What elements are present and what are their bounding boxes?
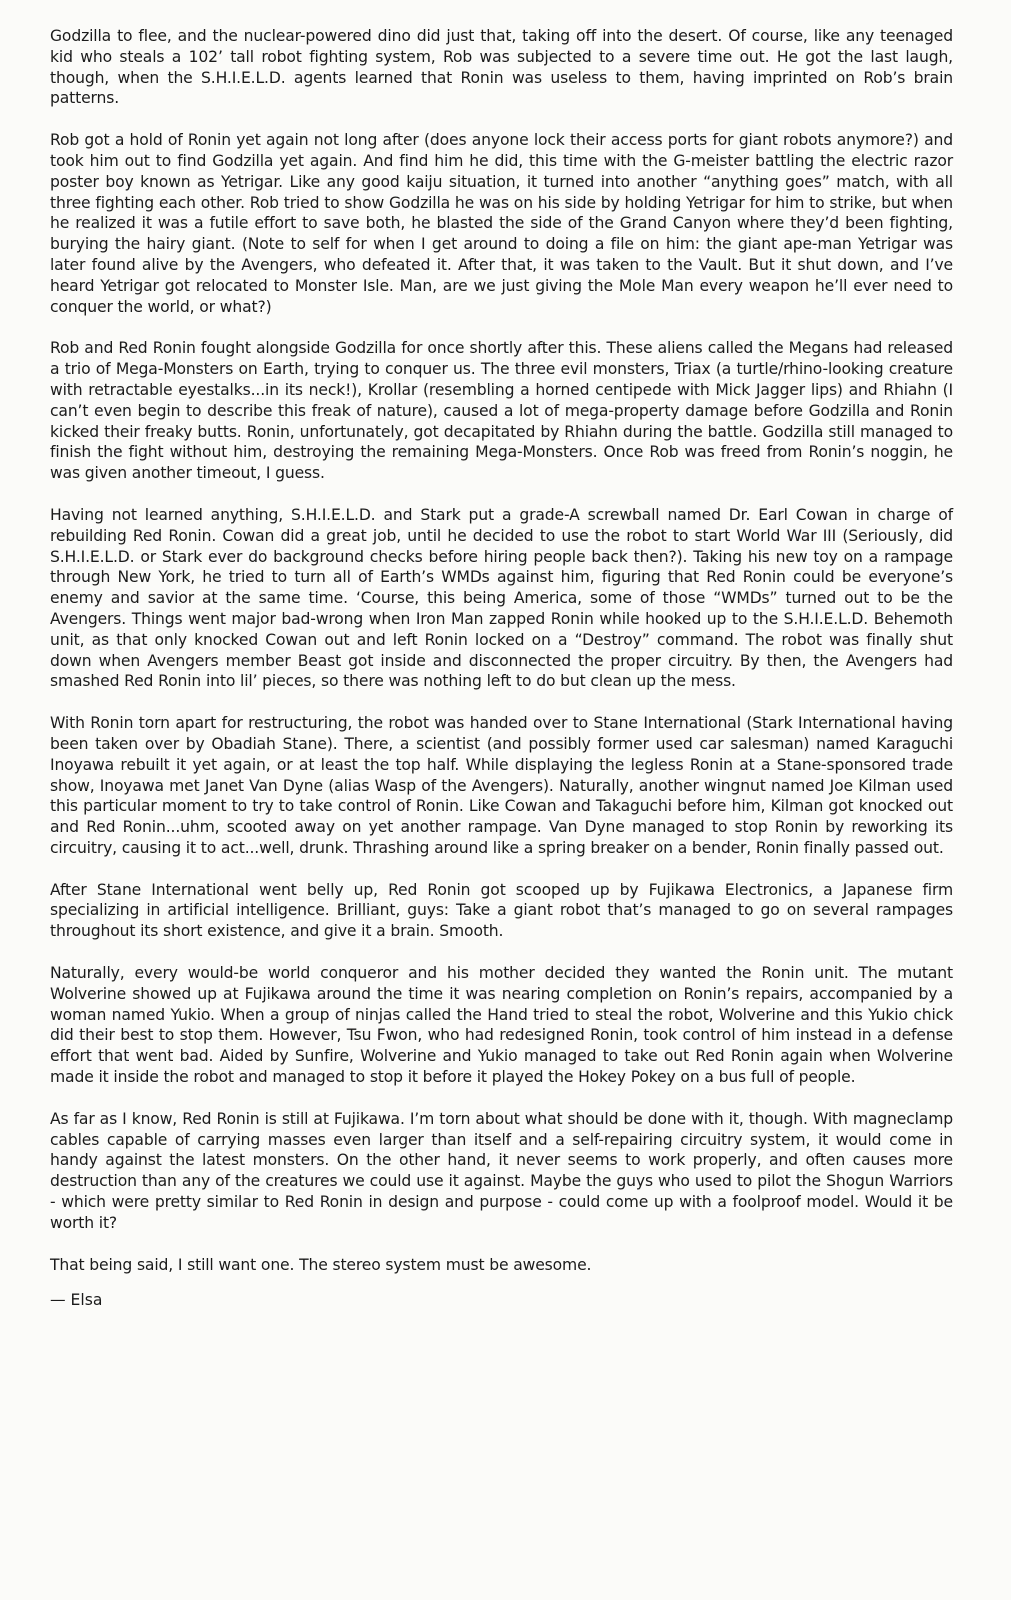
paragraph-7: Naturally, every would-be world conqueror and his mother decided they wanted the Ronin unit. The mutant Wolverine showed up at Fujikawa around the time it was nearing completion on Ronin’s repairs, accompanied by a woman named Yukio. When a group of ninjas called the Hand tried to steal the robot, Wolverine and this Yukio chick did their best to stop them. However, Tsu Fwon, who had redesigned Ronin, took control of him instead in a defense effort that went bad. Aided by Sunfire, Wolverine and Yukio managed to take out Red Ronin again when Wolverine made it inside the robot and managed to stop it before it played the Hokey Pokey on a bus full of people. <box>50 964 953 1087</box>
paragraph-2: Rob got a hold of Ronin yet again not long after (does anyone lock their access ports for giant robots anymore?) and took him out to find Godzilla yet again. And find him he did, this time with the G-meister battling the electric razor poster boy known as Yetrigar. Like any good kaiju situation, it turned into another “anything goes” match, with all three fighting each other. Rob tried to show Godzilla he was on his side by holding Yetrigar for him to strike, but when he realized it was a futile effort to save both, he blasted the side of the Grand Canyon where they’d been fighting, burying the hairy giant. (Note to self for when I get around to doing a file on him: the giant ape-man Yetrigar was later found alive by the Avengers, who defeated it. After that, it was taken to the Vault. But it shut down, and I’ve heard Yetrigar got relocated to Monster Isle. Man, are we just giving the Mole Man every weapon he’ll ever need to conquer the world, or what?) <box>50 131 953 316</box>
paragraph-4: Having not learned anything, S.H.I.E.L.D. and Stark put a grade-A screwball named Dr. Earl Cowan in charge of rebuilding Red Ronin. Cowan did a great job, until he decided to use the robot to start World War III (Seriously, did S.H.I.E.L.D. or Stark ever do background checks before hiring people back then?). Taking his new toy on a rampage through New York, he tried to turn all of Earth’s WMDs against him, figuring that Red Ronin could be everyone’s enemy and savior at the same time. ‘Course, this being America, some of those “WMDs” turned out to be the Avengers. Things went major bad-wrong when Iron Man zapped Ronin while hooked up to the S.H.I.E.L.D. Behemoth unit, as that only knocked Cowan out and left Ronin locked on a “Destroy” command. The robot was finally shut down when Avengers member Beast got inside and disconnected the proper circuitry. By then, the Avengers had smashed Red Ronin into lil’ pieces, so there was nothing left to do but clean up the mess. <box>50 505 953 691</box>
signature: — Elsa <box>50 1291 103 1310</box>
paragraph-6: After Stane International went belly up, Red Ronin got scooped up by Fujikawa Electronics, a Japanese firm specializing in artificial intelligence. Brilliant, guys: Take a giant robot that’s managed to go on several rampages throughout its short existence, and give it a brain. Smooth. <box>50 880 953 941</box>
paragraph-3: Rob and Red Ronin fought alongside Godzilla for once shortly after this. These aliens called the Megans had released a trio of Mega-Monsters on Earth, trying to conquer us. The three evil monsters, Triax (a turtle/rhino-looking creature with retractable eyestalks...in its neck!), Krollar (resembling a horned centipede with Mick Jagger lips) and Rhiahn (I can’t even begin to describe this freak of nature), caused a lot of mega-property damage before Godzilla and Ronin kicked their freaky butts. Ronin, unfortunately, got decapitated by Rhiahn during the battle. Godzilla still managed to finish the fight without him, destroying the remaining Mega-Monsters. Once Rob was freed from Ronin’s noggin, he was given another timeout, I guess. <box>50 339 953 483</box>
paragraph-8: As far as I know, Red Ronin is still at Fujikawa. I’m torn about what should be done with it, though. With magneclamp cables capable of carrying masses even larger than itself and a self-repairing circuitry system, it would come in handy against the latest monsters. On the other hand, it never seems to work properly, and often causes more destruction than any of the creatures we could use it against. Maybe the guys who used to pilot the Shogun Warriors - which were pretty similar to Red Ronin in design and purpose - could come up with a foolproof model. Would it be worth it? <box>50 1109 953 1232</box>
paragraph-1: Godzilla to flee, and the nuclear-powered dino did just that, taking off into the desert. Of course, like any teenaged kid who steals a 102’ tall robot fighting system, Rob was subjected to a severe time out. He got the last laugh, though, when the S.H.I.E.L.D. agents learned that Ronin was useless to them, having imprinted on Rob’s brain patterns. <box>50 27 953 108</box>
paragraph-9: That being said, I still want one. The stereo system must be awesome. <box>50 1255 592 1274</box>
paragraph-5: With Ronin torn apart for restructuring, the robot was handed over to Stane International (Stark International having been taken over by Obadiah Stane). There, a scientist (and possibly former used car salesman) named Karaguchi Inoyawa rebuilt it yet again, or at least the top half. While displaying the legless Ronin at a Stane-sponsored trade show, Inoyawa met Janet Van Dyne (alias Wasp of the Avengers). Naturally, another wingnut named Joe Kilman used this particular moment to try to take control of Ronin. Like Cowan and Takaguchi before him, Kilman got knocked out and Red Ronin...uhm, scooted away on yet another rampage. Van Dyne managed to stop Ronin by reworking its circuitry, causing it to act...well, drunk. Thrashing around like a spring breaker on a bender, Ronin finally passed out. <box>50 714 953 857</box>
